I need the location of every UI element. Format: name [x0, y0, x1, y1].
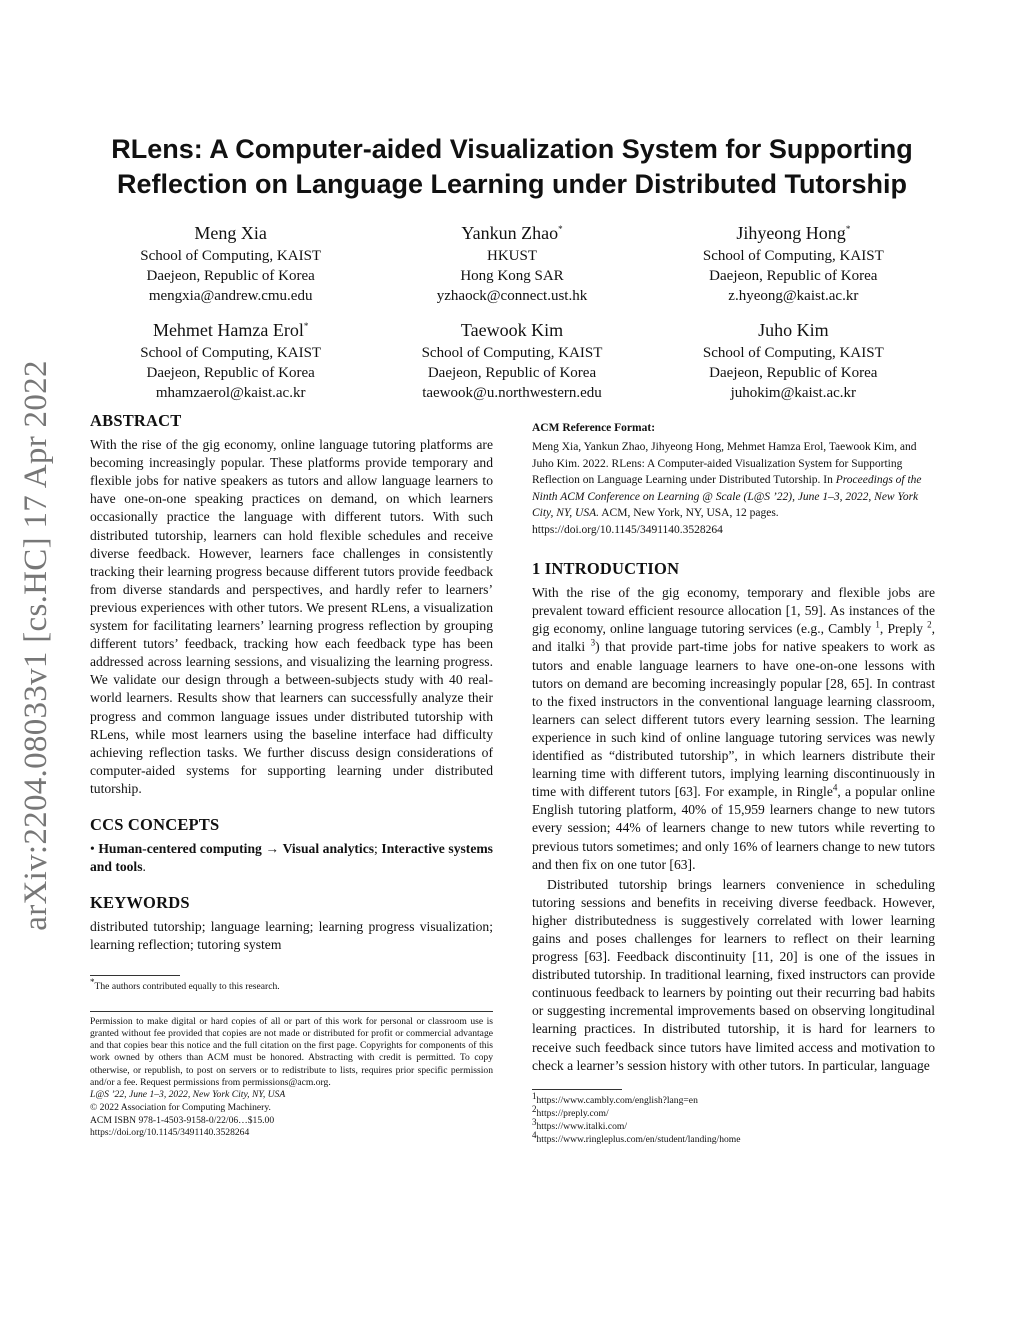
footnote-4: [532, 1129, 935, 1146]
author-email: yzhaock@connect.ust.hk: [436, 288, 588, 304]
footnote-ref-3: 3: [590, 637, 596, 648]
intro-text: With the rise of the gig economy, temporary and flexible jobs are prevalent toward efficient resource allocation [1, 59]. As instances of the gig economy, online language tutoring services (e.g., Cambly: [532, 585, 935, 637]
ccs-separator: ;: [374, 841, 378, 857]
abstract-heading: ABSTRACT: [90, 411, 182, 430]
footnote-ref-1: 1: [875, 619, 880, 630]
acm-reference-heading: ACM Reference Format:: [532, 422, 656, 434]
keywords-heading: KEYWORDS: [90, 893, 190, 913]
author-name: Meng Xia: [194, 223, 267, 243]
author-row-1: [90, 221, 934, 306]
ccs-concept-3: Interactive systems and tools: [90, 841, 493, 875]
ccs-text: [90, 840, 493, 876]
footnote-rule: [532, 1089, 622, 1090]
acm-reference-text: [532, 439, 935, 538]
author-location: Daejeon, Republic of Korea: [146, 268, 315, 284]
author-mark: *: [303, 321, 309, 331]
footnote-number: 2: [532, 1103, 537, 1114]
author-location: Daejeon, Republic of Korea: [427, 365, 597, 381]
author-row-2: [90, 318, 934, 403]
acm-reference-part-1: Meng Xia, Yankun Zhao, Jihyeong Hong, Mehmet Hamza Erol, Taewook Kim, and Juho Kim. 2022. RLens: A Computer-aided Visualization System for Supporting Reflection on Language Learning under Distributed Tutorship. In: [532, 441, 917, 487]
footnote-url: https://www.cambly.com/english?lang=en: [536, 1094, 698, 1106]
footnote-url: https://www.italki.com/: [536, 1120, 628, 1132]
ccs-concept-2: Visual analytics: [282, 841, 375, 857]
ccs-bullet: •: [90, 841, 95, 857]
intro-text: , and italki: [532, 621, 935, 655]
author-email: taewook@u.northwestern.edu: [422, 385, 602, 401]
acm-reference-proceedings: Proceedings of the Ninth ACM Conference on Learning @ Scale (L@S ’22), June 1–3, 2022, New York City, NY, USA.: [532, 474, 922, 520]
footnote-ref-4: 4: [832, 782, 838, 793]
ccs-heading: CCS CONCEPTS: [90, 814, 220, 834]
permission-notice: Permission to make digital or hard copies of all or part of this work for personal or classroom use is granted without fee provided that copies are not made or distributed for profit or commercial advantage and that copies bear this notice and the full citation on the first page. Copyrights for components of this work owned by others than ACM must be honored. Abstracting with credit is permitted. To copy otherwise, or republish, to post on servers or to redistribute to lists, requires prior specific permission and/or a fee. Request permissions from permissions@acm.org.: [90, 1015, 493, 1089]
footnote-number: 3: [532, 1116, 537, 1127]
arxiv-identifier: [8, 350, 64, 940]
author-location: Daejeon, Republic of Korea: [709, 365, 878, 381]
right-column: [532, 412, 935, 1146]
author-email: mhamzaerol@kaist.ac.kr: [155, 385, 306, 401]
footnote-3: [532, 1116, 935, 1133]
author-block: [90, 221, 371, 306]
intro-text: , Preply: [879, 621, 923, 637]
acm-reference-part-2: ACM, New York, NY, USA, 12 pages. https://doi.org/10.1145/3491140.3528264: [532, 507, 779, 536]
footnote-url: https://preply.com/: [536, 1107, 609, 1119]
footnote-number: 4: [532, 1129, 537, 1140]
author-location: Hong Kong SAR: [460, 268, 564, 284]
footnote-1: [532, 1090, 935, 1107]
author-block: [371, 318, 652, 403]
keywords-text: distributed tutorship; language learning; learning progress visualization; learning reflection; tutoring system: [90, 919, 493, 953]
equal-contribution-text: The authors contributed equally to this research.: [94, 980, 280, 992]
author-location: Daejeon, Republic of Korea: [709, 268, 878, 284]
ccs-concept-1: Human-centered computing: [98, 841, 262, 857]
title-line-1: RLens: A Computer-aided Visualization System for Supporting: [111, 134, 913, 164]
author-affiliation: School of Computing, KAIST: [140, 345, 322, 361]
author-name: Jihyeong Hong: [736, 223, 846, 243]
author-name: Mehmet Hamza Erol: [152, 320, 304, 340]
introduction-heading: 1 INTRODUCTION: [532, 559, 680, 579]
author-mark: *: [845, 224, 851, 234]
paper-title: [90, 132, 934, 202]
author-mark: *: [558, 224, 563, 234]
footnote-number: 1: [532, 1090, 537, 1101]
left-column: [90, 412, 493, 1140]
title-line-2: Reflection on Language Learning under Distributed Tutorship: [116, 169, 907, 199]
author-block: [653, 221, 934, 306]
permission-rule: [90, 1011, 493, 1012]
venue-text: L@S ’22, June 1–3, 2022, New York City, NY, USA: [90, 1089, 286, 1101]
author-affiliation: School of Computing, KAIST: [702, 248, 884, 264]
author-affiliation: School of Computing, KAIST: [421, 345, 603, 361]
isbn-line: ACM ISBN 978-1-4503-9158-0/22/06…$15.00: [90, 1114, 275, 1126]
equal-contribution-note: [90, 976, 493, 993]
footnote-rule: [90, 975, 180, 976]
author-affiliation: School of Computing, KAIST: [140, 248, 322, 264]
intro-paragraph-2: Distributed tutorship brings learners convenience in scheduling tutoring sessions and benefits in receiving diverse feedback. However, higher distributedness is suggestively correlated with lower learning gains and poses challenges for learners to reflect on their learning progress [63]. Feedback discontinuity [11, 20] is one of the issues in distributed tutorship. In traditional learning, fixed instructors can provide continuous feedback to learners by pointing out their recurring bad habits or suggesting incremental improvements based on observing longitudinal learning practices. In distributed tutorship, it is hard for learners to receive such feedback since tutors have limited access and motivation to check a learner’s session history with other tutors. In particular, language: [532, 876, 935, 1073]
footnote-2: [532, 1103, 935, 1120]
author-block: [90, 318, 371, 403]
author-name: Yankun Zhao: [461, 223, 559, 243]
intro-text: , a popular online English tutoring platform, 40% of 15,959 learners change to new tutors every session; 44% of learners change to new tutors while reverting to previous tutors sometimes; and only 16% of learners change to new tutors and then fix on one tutor [63].: [532, 784, 935, 872]
doi-line: https://doi.org/10.1145/3491140.3528264: [90, 1127, 250, 1139]
author-name: Juho Kim: [758, 320, 829, 340]
arxiv-id-text: arXiv:2204.08033v1 [cs.HC] 17 Apr 2022: [17, 359, 54, 931]
intro-text: ) that provide part-time jobs for native speakers to work as tutors and enable language learners to have one-on-one lessons with tutors on demand are becoming increasingly popular [28, 65]. In contrast to the fixed instructors in the conventional language learning classroom, learners can select different tutors every learning session. The learning experience in such kind of online language tutoring services was newly identified as “distributed tutorship”, in which learners distribute their learning time with different tutors, implying learning discontinuously in time with different tutors [63]. For example, in Ringle: [532, 639, 935, 800]
abstract-text: With the rise of the gig economy, online language tutoring platforms are becoming increasingly popular. These platforms provide temporary and flexible jobs for native speakers as tutors and allow language learners to have one-on-one speaking practices on demand, on which learners occasionally practice the language with different tutors. With such distributed tutorship, learners can hold flexible schedules and receive diverse feedback. However, learners face challenges in consistently tracking their learning progress because different tutors provide feedback from diverse standards and perspectives, and hardly refer to learners’ previous experiences with other tutors. We present RLens, a visualization system for facilitating learners’ learning progress reflection by grouping different tutors’ feedback, tracking how each feedback type has been addressed across learning sessions, and visualizing the learning progress. We validate our design through a between-subjects study with 40 real-world learners. Results show that learners can successfully analyze their progress and common language issues under distributed tutorship with RLens, while most learners using the baseline interface had difficulty achieving reflection tasks. We further discuss design considerations of computer-aided systems for supporting learning under distributed tutorship.: [90, 437, 493, 796]
author-name: Taewook Kim: [460, 320, 564, 340]
author-email: juhokim@kaist.ac.kr: [730, 385, 857, 401]
author-email: mengxia@andrew.cmu.edu: [148, 288, 313, 304]
author-location: Daejeon, Republic of Korea: [146, 365, 315, 381]
intro-paragraph-1: [532, 584, 935, 874]
equal-contribution-mark: *: [90, 976, 95, 987]
ccs-arrow: →: [265, 841, 279, 857]
author-block: [653, 318, 934, 403]
footnote-url: https://www.ringleplus.com/en/student/landing/home: [536, 1133, 741, 1145]
footnote-ref-2: 2: [927, 619, 932, 630]
copyright-line: © 2022 Association for Computing Machinery.: [90, 1101, 271, 1113]
author-affiliation: School of Computing, KAIST: [702, 345, 884, 361]
author-affiliation: HKUST: [486, 248, 537, 264]
ccs-end: .: [142, 859, 146, 875]
author-block: [371, 221, 652, 306]
venue-line: [90, 1089, 493, 1102]
author-email: z.hyeong@kaist.ac.kr: [728, 288, 859, 304]
